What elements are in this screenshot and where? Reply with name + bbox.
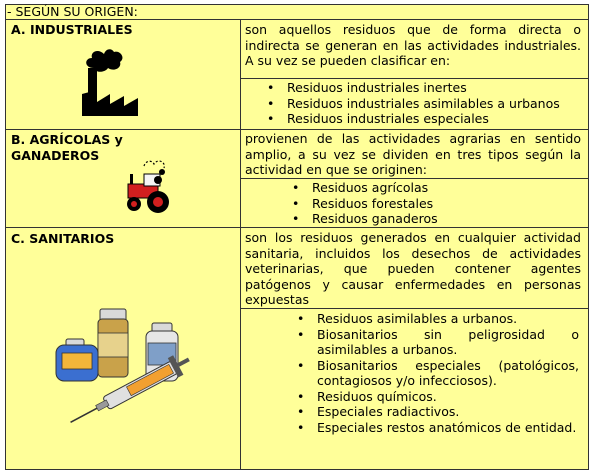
- divider-b-c: [5, 227, 589, 228]
- factory-icon: [74, 46, 142, 120]
- list-item: • Residuos ganaderos: [292, 211, 438, 226]
- list-item: • Especiales radiactivos.: [297, 404, 460, 419]
- list-industriales: [267, 80, 560, 127]
- section-description-sanitarios: son los residuos generados en cualquier actividad sanitaria, incluidos los desechos de actividades veterinarias, que pueden contener agentes patógenos y causar enfermedades en personas expuestas: [245, 230, 581, 307]
- section-title-sanitarios: C. SANITARIOS: [11, 231, 115, 246]
- list-item: • Residuos forestales: [292, 195, 434, 211]
- list-item: • Biosanitarios especiales (patológicos, contagiosos y/o infecciosos).: [297, 357, 579, 388]
- list-item: • Residuos asimilables a urbanos.: [297, 311, 518, 326]
- list-sanitarios: [297, 311, 579, 435]
- list-item: • Residuos industriales especiales: [267, 111, 489, 126]
- section-description-agricolas: provienen de las actividades agrarias en sentido amplio, a su vez se dividen en tres tipos según la actividad en que se originen:: [245, 131, 581, 177]
- divider-a-desc-items: [241, 78, 589, 79]
- list-item: • Residuos industriales asimilables a urbanos: [267, 95, 560, 111]
- table-header: - SEGÚN SU ORIGEN:: [7, 4, 138, 19]
- column-divider: [240, 19, 241, 470]
- section-title-industriales: A. INDUSTRIALES: [11, 22, 133, 37]
- section-title-agricolas: B. AGRÍCOLAS y GANADEROS: [11, 132, 123, 163]
- medical-vials-syringe-icon: [44, 303, 204, 425]
- list-item: • Especiales restos anatómicos de entidad.: [297, 419, 577, 435]
- divider-c-desc-items: [241, 308, 589, 309]
- list-item: • Biosanitarios sin peligrosidad o asimilables a urbanos.: [297, 326, 579, 357]
- list-item: • Residuos agrícolas: [292, 180, 429, 195]
- list-item: • Residuos químicos.: [297, 388, 437, 404]
- tractor-icon: [122, 154, 180, 218]
- section-description-industriales: son aquellos residuos que de forma directa o indirecta se generan en las actividades industriales. A su vez se pueden clasificar en:: [245, 22, 581, 68]
- divider-b-desc-items: [241, 178, 589, 179]
- list-agricolas: [292, 180, 438, 227]
- list-item: • Residuos industriales inertes: [267, 80, 467, 95]
- divider-a-b: [5, 129, 589, 130]
